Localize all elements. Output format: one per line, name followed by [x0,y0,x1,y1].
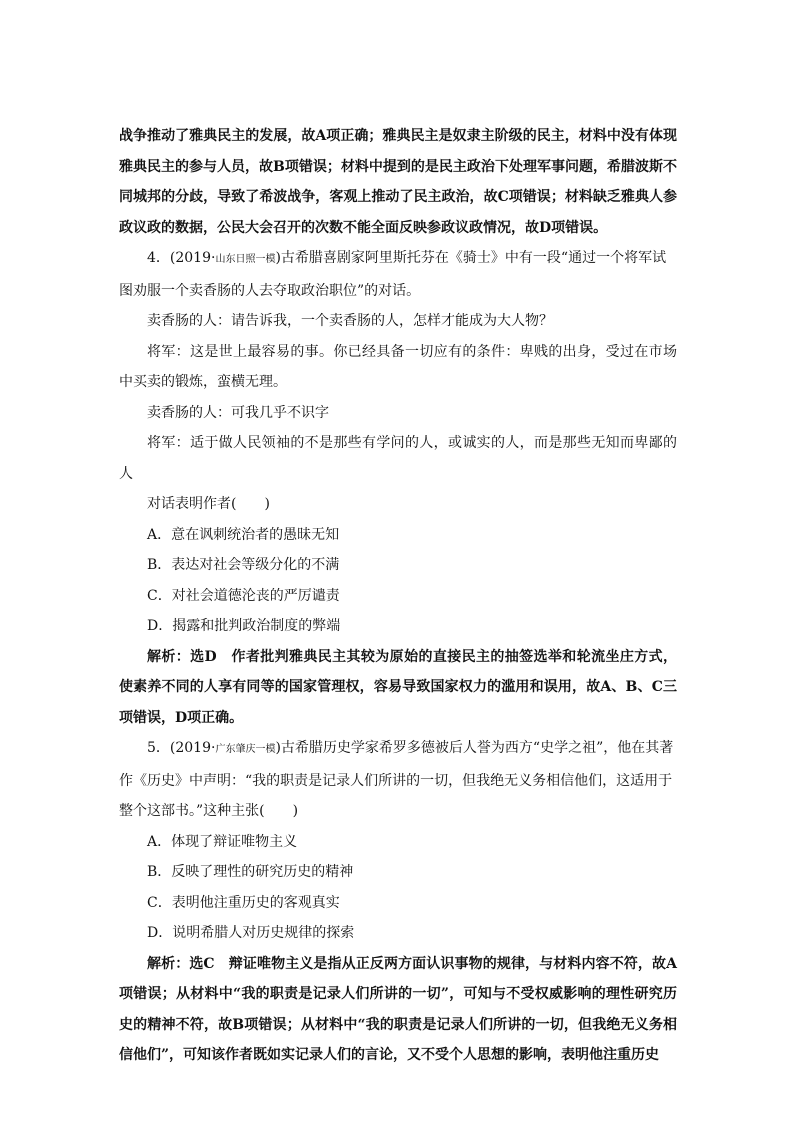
question-4-analysis: 解析：选D 作者批判雅典民主其较为原始的直接民主的抽签选举和轮流坐庄方式，使素养不同的人享有同等的国家管理权，容易导致国家权力的滥用和误用，故A、B、C三项错误，D项正确。 [119,648,677,726]
question-4-source: 山东日照一模 [215,254,276,265]
dialogue-line-3: 卖香肠的人：可我几乎不识字 [147,404,329,421]
question-5-text: )古希腊历史学家希罗多德被后人誉为西方“史学之祖”，他在其著作《历史》中声明：“我的职责是记录人们所讲的一切，但我绝无义务相信他们，这适用于整个这部书。”这种主张( ) [119,740,674,819]
question-4-option-c: C．对社会道德沦丧的严厉谴责 [147,587,340,604]
question-4-option-b: B．表达对社会等级分化的不满 [147,557,340,573]
question-4 [119,243,677,733]
question-5-number: 5．(2019· [147,740,216,756]
question-5-stem [119,733,677,827]
question-5-analysis: 解析：选C 辩证唯物主义是指从正反两方面认识事物的规律，与材料内容不符，故A项错误；从材料中“我的职责是记录人们所讲的一切”，可知与不受权威影响的理性研究历史的精神不符，故B项错误；从材料中“我的职责是记录人们所讲的一切，但我绝无义务相信他们”，可知该作者既如实记录人们的言论，又不受个人思想的影响，表明他注重历史 [119,955,677,1063]
question-4-number: 4．(2019· [147,250,216,266]
question-5-source: 广东肇庆一模 [215,744,276,755]
document-body [119,121,677,1071]
question-4-text: )古希腊喜剧家阿里斯托芬在《骑士》中有一段“通过一个将军试图劝服一个卖香肠的人去夺取政治职位”的对话。 [119,250,667,299]
question-5 [119,733,677,1071]
dialogue-line-2: 将军：这是世上最容易的事。你已经具备一切应有的条件：卑贱的出身，受过在市场中买卖的锻炼，蛮横无理。 [119,343,677,390]
continued-analysis: 战争推动了雅典民主的发展，故A项正确；雅典民主是奴隶主阶级的民主，材料中没有体现雅典民主的参与人员，故B项错误；材料中提到的是民主政治下处理军事问题，希腊波斯不同城邦的分歧，导致了希波战争，客观上推动了民主政治，故C项错误；材料缺乏雅典人参政议政的数据，公民大会召开的次数不能全面反映参政议政情况，故D项错误。 [119,128,677,236]
question-4-stem [119,243,677,306]
question-4-option-d: D．揭露和批判政治制度的弊端 [147,618,341,634]
dialogue-line-1: 卖香肠的人：请告诉我，一个卖香肠的人，怎样才能成为大人物？ [147,313,553,329]
dialogue-line-4: 将军：适于做人民领袖的不是那些有学问的人，或诚实的人，而是那些无知而卑鄙的人 [119,435,677,482]
question-5-option-d: D．说明希腊人对历史规律的探索 [147,925,355,941]
question-5-option-c: C．表明他注重历史的客观真实 [147,894,340,911]
question-5-option-a: A．体现了辩证唯物主义 [147,833,298,850]
question-4-prompt: 对话表明作者( ) [147,496,270,512]
question-4-option-a: A．意在讽刺统治者的愚昧无知 [147,526,340,543]
question-5-option-b: B．反映了理性的研究历史的精神 [147,864,354,880]
